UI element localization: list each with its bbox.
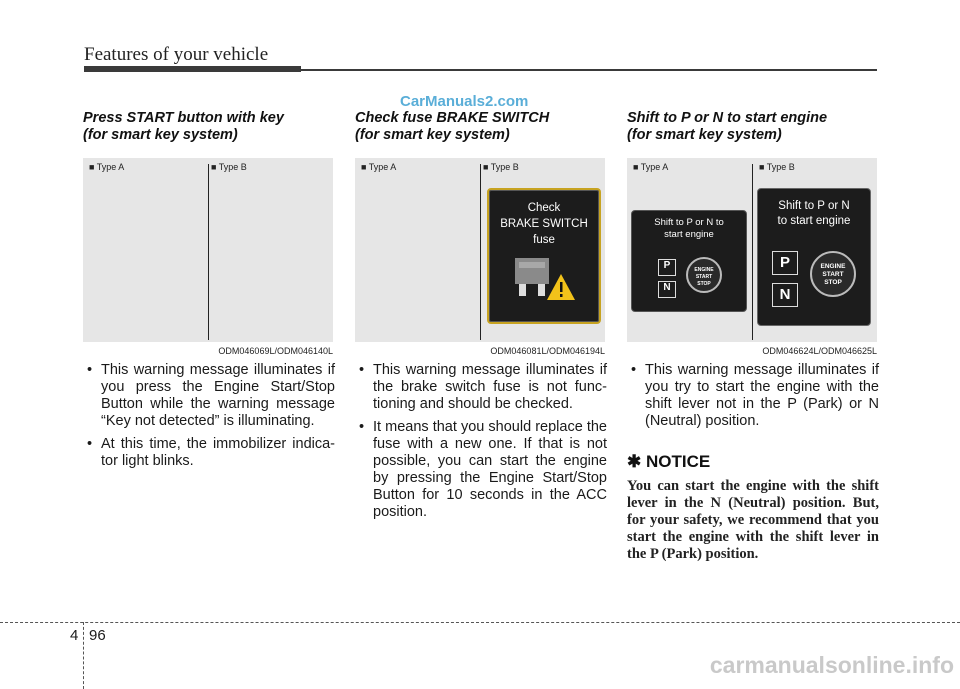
header-rule	[301, 69, 877, 71]
figure-divider	[208, 164, 209, 340]
panel-text: Shift to P or N to	[654, 217, 724, 228]
button-text: STOP	[697, 281, 711, 287]
engine-start-stop-icon	[810, 251, 856, 297]
figure-check-fuse	[355, 158, 605, 356]
figure-divider	[752, 164, 753, 340]
watermark-bottom: carmanualsonline.info	[709, 652, 954, 678]
gear-p-icon: P	[658, 259, 676, 276]
bullet-text: At this time, the immobilizer indica- tor light blinks.	[101, 436, 335, 469]
type-b-label: ■ Type B	[759, 162, 795, 172]
type-b-label: ■ Type B	[483, 162, 519, 172]
bullet-list	[355, 362, 607, 521]
type-a-label: ■ Type A	[361, 162, 397, 172]
button-text: START	[695, 274, 713, 280]
button-text: START	[822, 271, 844, 278]
type-b-label: ■ Type B	[211, 162, 247, 172]
list-item: • It means that you should replace the fuse with a new one. If that is not possible, you can start the engine by pressing the Engine Start/Stop Button for 10 seconds in the ACC position.	[359, 419, 607, 520]
gear-p-icon: P	[772, 251, 798, 275]
title-line: Check fuse BRAKE SWITCH	[355, 110, 550, 126]
title-subline: (for smart key system)	[355, 127, 510, 143]
section-shift-pn	[627, 110, 879, 563]
header-title: Features of your vehicle	[84, 44, 269, 65]
button-text: ENGINE	[694, 267, 714, 273]
gear-n-icon: N	[658, 281, 676, 298]
figure-code: ODM046069L/ODM046140L	[218, 346, 333, 356]
footer-rule	[0, 622, 960, 623]
watermark-top: CarManuals2.com	[400, 93, 529, 110]
engine-start-stop-icon	[686, 257, 722, 293]
list-item: • At this time, the immobilizer indica- tor light blinks.	[87, 436, 335, 469]
bullet-list	[83, 362, 335, 470]
figure-code: ODM046081L/ODM046194L	[490, 346, 605, 356]
button-text: ENGINE	[820, 263, 846, 270]
notice-title: ✱ NOTICE	[627, 452, 711, 471]
shift-panel-a	[631, 210, 747, 312]
figure-shift-pn	[627, 158, 877, 356]
notice-text: You can start the engine with the shift lever in the N (Neutral) position. But, for your safety, we recommend that you start the engine with the shift lever in the P (Park) position.	[627, 478, 879, 562]
figure-press-start	[83, 158, 333, 356]
list-item: • This warning message illuminates if you try to start the engine with the shift lever not in the P (Park) or N (Neutral) position.	[631, 362, 879, 429]
bullet-text: It means that you should replace the fuse with a new one. If that is not possible, you can start the engine by pressing the Engine Start/Stop Button for 10 seconds in the ACC position.	[373, 419, 607, 520]
figure-divider	[480, 164, 481, 340]
type-a-label: ■ Type A	[633, 162, 669, 172]
panel-text: BRAKE SWITCH	[500, 218, 588, 230]
panel-text: fuse	[533, 234, 555, 246]
warning-panel	[487, 188, 601, 324]
title-subline: (for smart key system)	[83, 127, 238, 143]
shift-panel-b	[757, 188, 871, 326]
title-line: Press START button with key	[83, 110, 284, 126]
type-a-label: ■ Type A	[89, 162, 125, 172]
gear-n-icon: N	[772, 283, 798, 307]
list-item: • This warning message illuminates if you press the Engine Start/Stop Button while the warning message “Key not detected” is illuminating.	[87, 362, 335, 429]
figure-code: ODM046624L/ODM046625L	[762, 346, 877, 356]
bullet-list	[627, 362, 879, 430]
section-press-start	[83, 110, 335, 476]
panel-text: Shift to P or N	[778, 200, 850, 212]
panel-text: start engine	[664, 229, 714, 240]
chapter-number: 4	[70, 627, 79, 644]
page-number: 96	[89, 627, 106, 644]
section-title	[355, 110, 607, 148]
panel-text: Check	[527, 202, 561, 214]
section-title	[83, 110, 335, 148]
bullet-text: This warning message illuminates if you try to start the engine with the shift lever not in the P (Park) or N (Neutral) position.	[645, 362, 879, 429]
section-check-fuse	[355, 110, 607, 527]
section-title	[627, 110, 879, 148]
panel-text: to start engine	[777, 215, 851, 227]
bullet-text: This warning message illuminates if the brake switch fuse is not func- tioning and should be checked.	[373, 362, 607, 412]
title-line: Shift to P or N to start engine	[627, 110, 828, 126]
button-text: STOP	[824, 279, 842, 286]
footer-divider	[83, 622, 85, 689]
title-subline: (for smart key system)	[627, 127, 782, 143]
fuse-warning-icon	[509, 254, 579, 304]
list-item: • This warning message illuminates if the brake switch fuse is not func- tioning and should be checked.	[359, 362, 607, 412]
bullet-text: This warning message illuminates if you press the Engine Start/Stop Button while the warning message “Key not detected” is illuminating.	[101, 362, 335, 429]
header-bar	[84, 66, 301, 72]
